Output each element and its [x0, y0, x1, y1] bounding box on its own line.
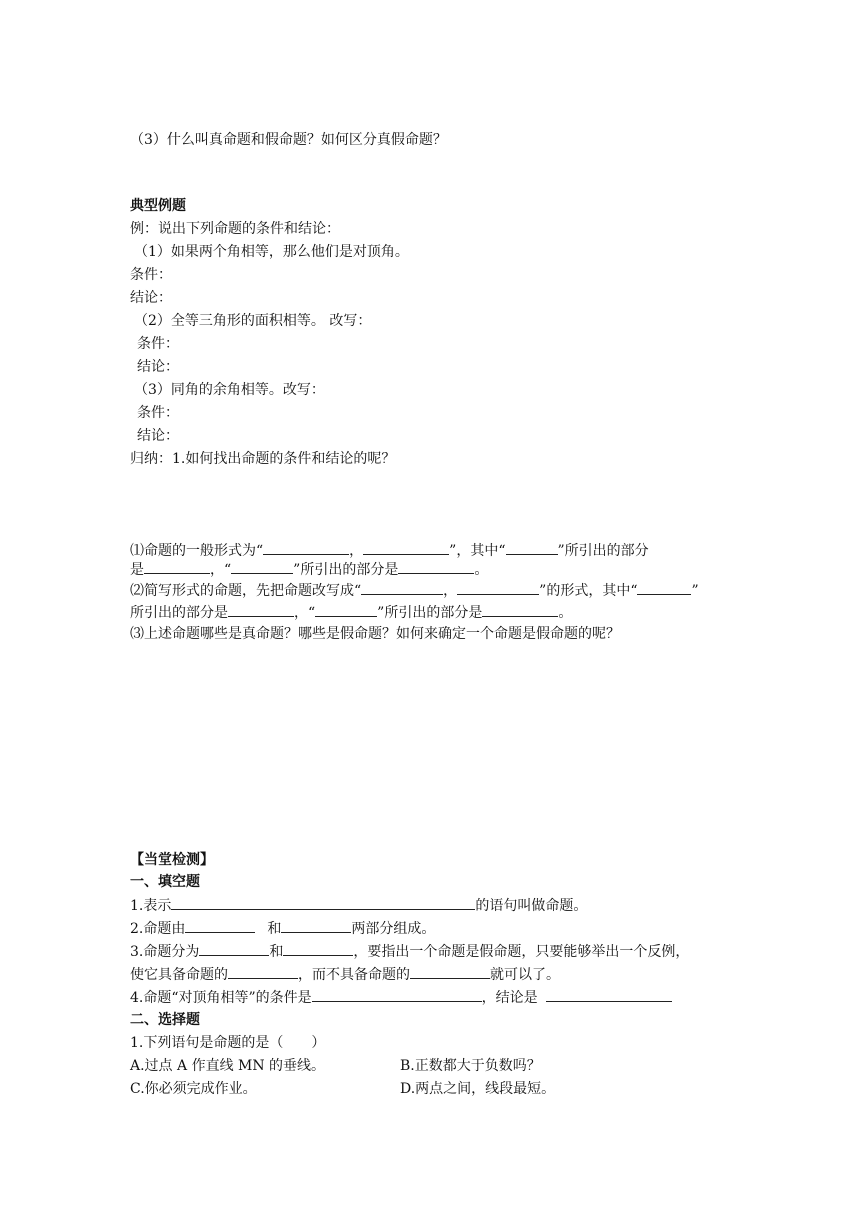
summary-question: 归纳：1.如何找出命题的条件和结论的呢？: [130, 451, 396, 467]
fill-text: 。: [474, 562, 489, 578]
blank-field[interactable]: [315, 602, 377, 617]
blank-field[interactable]: [410, 964, 490, 979]
fill-line-5: ⑶上述命题哪些是真命题？哪些是假命题？如何来确定一个命题是假命题的呢？: [130, 626, 620, 642]
blank-field[interactable]: [361, 580, 443, 595]
example-1-condition: 条件：: [130, 267, 172, 283]
fill-text: ”，其中“: [449, 543, 506, 559]
q-text: ，而不具备命题的: [298, 967, 410, 983]
q-text: 3.命题分为: [130, 944, 200, 960]
blank-field[interactable]: [637, 580, 691, 595]
blank-field[interactable]: [228, 602, 294, 617]
blank-field[interactable]: [457, 580, 539, 595]
example-3-conclusion: 结论：: [137, 428, 179, 444]
blank-field[interactable]: [546, 987, 672, 1002]
example-1-conclusion: 结论：: [130, 290, 172, 306]
blank-field[interactable]: [363, 540, 449, 555]
test-heading: 【当堂检测】: [130, 852, 214, 868]
fill-text: 是: [130, 562, 144, 578]
q-text: 和: [269, 944, 284, 960]
fill-text: ，“: [210, 562, 232, 578]
q-text: ，要指出一个命题是假命题，只要能够举出一个反例，: [353, 944, 690, 960]
blank-field[interactable]: [231, 559, 293, 574]
q-text: 使它具备命题的: [130, 967, 228, 983]
test-q3: [130, 941, 689, 962]
fill-line-3: [130, 580, 699, 601]
blank-field[interactable]: [199, 941, 269, 956]
question-true-false: （3）什么叫真命题和假命题？如何区分真假命题？: [130, 132, 447, 148]
example-2-conclusion: 结论：: [137, 359, 179, 375]
blank-field[interactable]: [312, 987, 482, 1002]
fill-text: ”所引出的部分是: [377, 605, 483, 621]
fill-line-2: [130, 559, 488, 580]
blank-field[interactable]: [482, 602, 558, 617]
fill-line-1: [130, 540, 649, 561]
q-text: 4.命题“对顶角相等”的条件是: [130, 990, 312, 1006]
fill-text: 所引出的部分是: [130, 605, 228, 621]
test-q2: [130, 918, 435, 939]
blank-field[interactable]: [171, 895, 475, 910]
section-fill-in: 一、填空题: [130, 874, 200, 890]
q-text: 1.表示: [130, 898, 172, 914]
q-text: 2.命题由: [130, 921, 186, 937]
blank-field[interactable]: [506, 540, 558, 555]
fill-text: ”所引出的部分: [557, 543, 649, 559]
fill-text: ”的形式，其中“: [539, 583, 638, 599]
fill-text: ”: [691, 583, 699, 599]
section-choice: 二、选择题: [130, 1012, 200, 1028]
blank-field[interactable]: [263, 540, 349, 555]
test-q3-line2: [130, 964, 560, 985]
option-d: D.两点之间，线段最短。: [400, 1081, 556, 1097]
option-c: C.你必须完成作业。: [130, 1081, 257, 1097]
q-text: 的语句叫做命题。: [475, 898, 588, 914]
example-1: （1）如果两个角相等，那么他们是对顶角。: [134, 244, 409, 260]
option-b: B.正数都大于负数吗？: [400, 1058, 541, 1074]
example-2: （2）全等三角形的面积相等。 改写：: [134, 313, 372, 329]
fill-text: ⑴命题的一般形式为“: [130, 543, 264, 559]
fill-line-4: [130, 602, 572, 623]
fill-text: ⑵简写形式的命题，先把命题改写成“: [130, 583, 362, 599]
example-2-condition: 条件：: [137, 336, 179, 352]
blank-field[interactable]: [228, 964, 298, 979]
example-3-condition: 条件：: [137, 405, 179, 421]
example-3: （3）同角的余角相等。改写：: [134, 382, 325, 398]
examples-heading: 典型例题: [130, 198, 186, 214]
fill-text: ”所引出的部分是: [293, 562, 399, 578]
fill-text: ，: [349, 543, 364, 559]
q-text: 和: [267, 921, 282, 937]
q-text: 就可以了。: [490, 967, 560, 983]
blank-field[interactable]: [185, 918, 255, 933]
blank-field[interactable]: [281, 918, 351, 933]
fill-text: ，: [443, 583, 458, 599]
q-text: ，结论是: [481, 990, 538, 1006]
blank-field[interactable]: [144, 559, 210, 574]
examples-lead: 例：说出下列命题的条件和结论：: [130, 221, 340, 237]
test-q4: [130, 987, 672, 1008]
q-text: 两部分组成。: [351, 921, 436, 937]
test-q1: [130, 895, 587, 916]
fill-text: ，“: [294, 605, 316, 621]
fill-text: 。: [558, 605, 573, 621]
blank-field[interactable]: [283, 941, 353, 956]
choice-q1: 1.下列语句是命题的是（ ）: [130, 1035, 326, 1051]
option-a: A.过点 A 作直线 MN 的垂线。: [130, 1058, 326, 1074]
blank-field[interactable]: [398, 559, 474, 574]
